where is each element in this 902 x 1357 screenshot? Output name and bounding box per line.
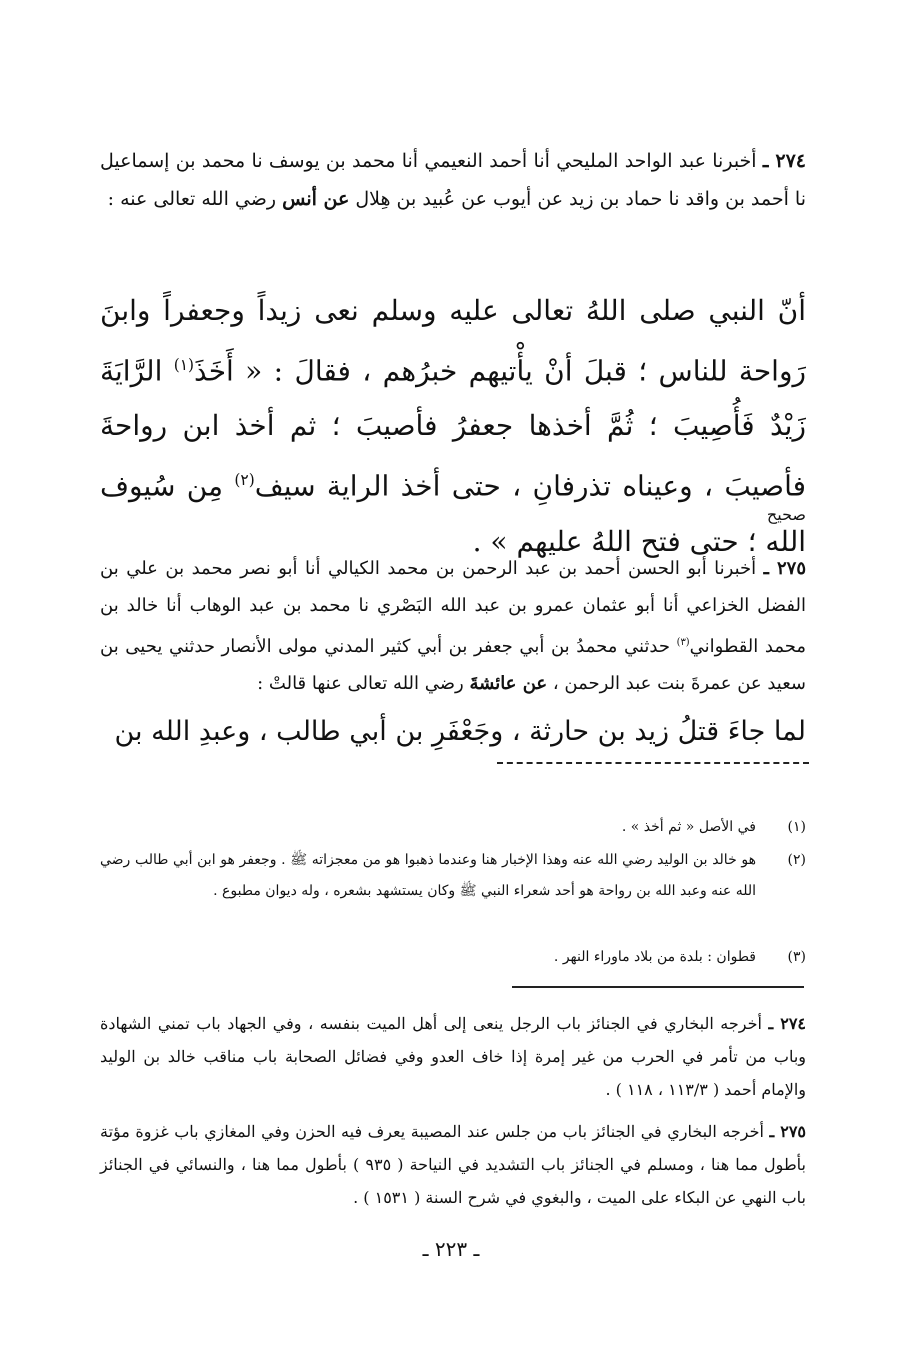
footnote-ref-2: (٢): [234, 471, 255, 490]
page-number: ـ ٢٢٣ ـ: [422, 1237, 480, 1261]
hadith-274-matn-c: مِن سُيوف الله ؛ حتى فتح اللهُ عليهم » .: [100, 469, 806, 558]
hadith-274-matn-a: أنّ النبي صلى اللهُ تعالى عليه وسلم نعى زيداً وجعفراً وابنَ رَواحة للناس ؛ قبلَ أنْ يأْتيهم خبرُهم ، فقالَ : « أَخَذَ: [100, 294, 806, 388]
takhrij-275-number: ٢٧٥ ـ: [769, 1122, 806, 1141]
footnote-1: [100, 812, 806, 843]
hadith-275-number: ٢٧٥ ـ: [763, 558, 806, 579]
hadith-275-narrator: عن عائشةَ: [469, 673, 548, 694]
footnote-2-text: هو خالد بن الوليد رضي الله عنه وهذا الإخبار هنا وعندما ذهبوا هو من معجزاته ﷺ . وجعفر هو ابن أبي طالب رضي الله عنه وعبد الله بن رواحة هو أحد شعراء النبي ﷺ وكان يستشهد بشعره ، وله ديوان مطبوع .: [100, 852, 756, 899]
footnote-ref-1: (١): [173, 356, 195, 374]
takhrij-275: [100, 1115, 806, 1214]
takhrij-274-text: أخرجه البخاري في الجنائز باب الرجل ينعى إلى أهل الميت بنفسه ، وفي الجهاد باب تمني الشهادة وباب من تأمر في الحرب من غير إمرة إذا خاف العدو وفي فضائل الصحابة باب مناقب خالد بن الوليد والإمام أحمد ( ١١٣/٣ ، ١١٨ ) .: [100, 1014, 807, 1099]
footnote-3-number: (٣): [787, 949, 806, 965]
takhrij-274-number: ٢٧٤ ـ: [768, 1014, 806, 1033]
hadith-275-isnad-text-c: رضي الله تعالى عنها قالتْ :: [257, 673, 464, 694]
takhrij-separator: [512, 986, 804, 988]
hadith-274-isnad-text-b: رضي الله تعالى عنه :: [107, 188, 277, 210]
hadith-274-matn: [100, 283, 806, 569]
hadith-275-isnad-text-b: حدثني محمدُ بن أبي جعفر بن أبي كثير المدني مولى الأنصار حدثني يحيى بن سعيد عن عمرةَ بنت عبد الرحمن ،: [100, 636, 806, 694]
takhrij-275-text: أخرجه البخاري في الجنائز باب من جلس عند المصيبة يعرف فيه الحزن وفي المغازي باب غزوة مؤتة بأطول مما هنا ، ومسلم في الجنائز باب التشديد في النياحة ( ٩٣٥ ) بأطول مما هنا ، والنسائي في الجنائز باب النهي عن البكاء على الميت ، والبغوي في شرح السنة ( ١٥٣١ ) .: [100, 1122, 807, 1207]
takhrij-274: [100, 1007, 806, 1106]
hadith-275-isnad: [100, 550, 806, 702]
footnote-ref-3: (٣): [676, 637, 690, 648]
hadith-274-isnad-text-a: أخبرنا عبد الواحد المليحي أنا أحمد النعيمي أنا محمد بن يوسف نا محمد بن إسماعيل نا أحمد بن واقد نا حماد بن زيد عن أيوب عن عُبيد بن هِلال: [100, 150, 806, 210]
footnote-1-number: (١): [787, 819, 806, 835]
footnote-1-text: في الأصل « ثم أخذ » .: [621, 819, 756, 835]
hadith-274-narrator: عن أنس: [282, 188, 350, 210]
footnote-separator: [497, 762, 809, 764]
hadith-274-matn-b: الرَّايَةَ زَيْدٌ فَأُصِيبَ ؛ ثُمَّ أخذها جعفرُ فأصيبَ ؛ ثم أخذ ابن رواحةَ فأصيبَ ، وعيناه تذرفانِ ، حتى أخذ الراية سيف: [100, 354, 806, 503]
footnote-3-text: قطوان : بلدة من بلاد ماوراء النهر .: [553, 949, 756, 965]
hadith-274-isnad: [100, 142, 806, 218]
hadith-275-matn: لما جاءَ قتلُ زيد بن حارثة ، وجَعْفَرِ بن أبي طالب ، وعبدِ الله بن: [114, 716, 806, 747]
hadith-274-grade: صحيح: [766, 505, 806, 524]
footnote-3: [100, 942, 806, 973]
footnote-2-number: (٢): [787, 852, 806, 868]
footnote-2: [100, 845, 806, 907]
hadith-274-number: ٢٧٤ ـ: [762, 150, 806, 172]
hadith-275-isnad-text-a: أخبرنا أبو الحسن أحمد بن عبد الرحمن بن محمد الكيالي أنا أبو نصر محمد بن علي بن الفضل الخزاعي أنا أبو عثمان عمرو بن عبد الله البَصْري نا محمد بن عبد الوهاب أنا خالد بن محمد القطواني: [100, 558, 807, 657]
